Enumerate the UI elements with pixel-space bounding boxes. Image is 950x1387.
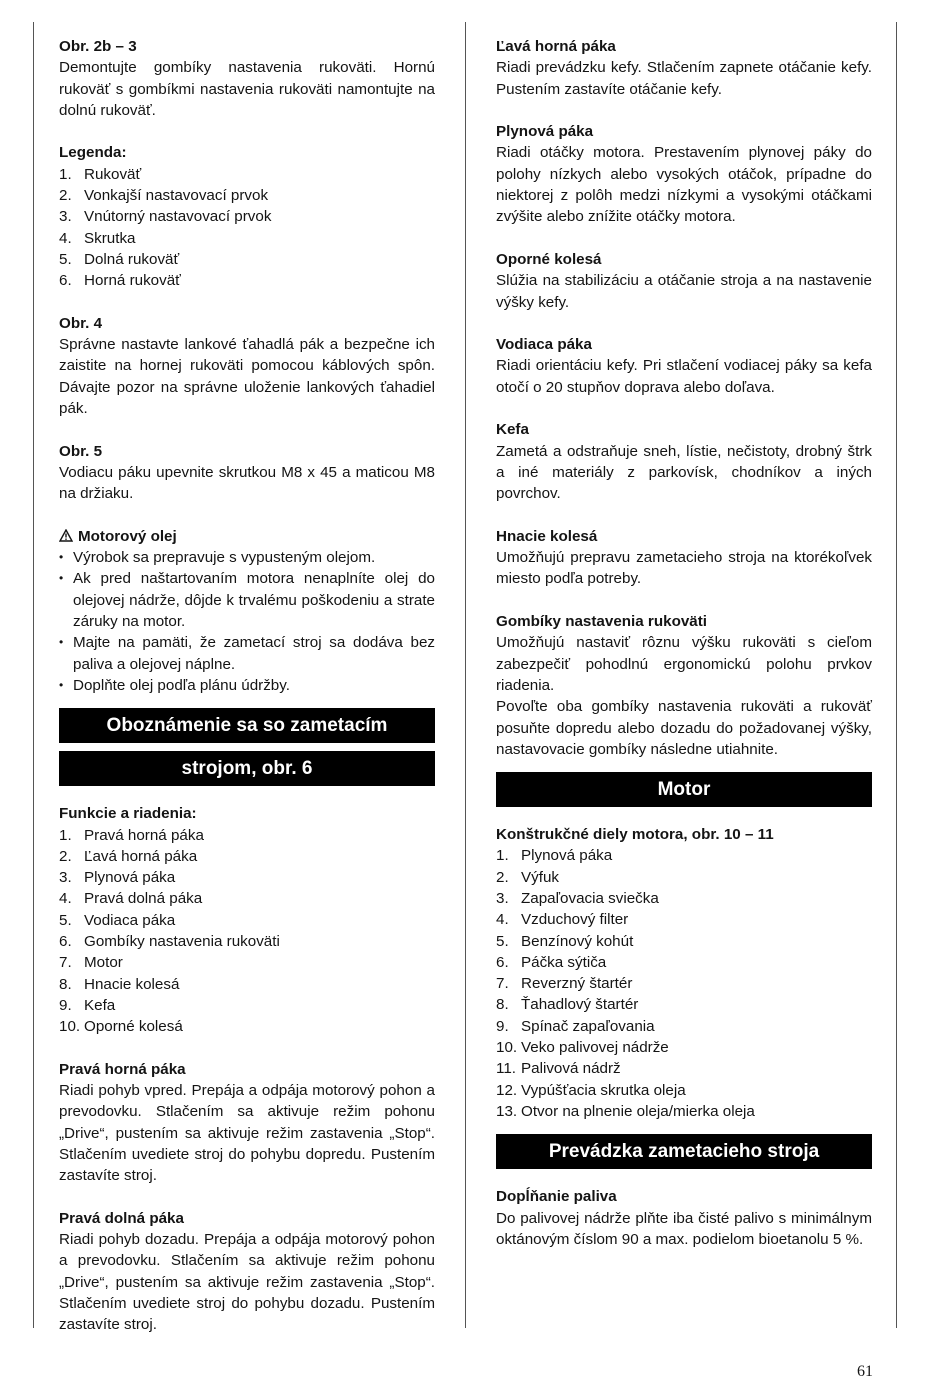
section-obr-4 — [59, 313, 435, 419]
functions-list — [59, 825, 435, 1038]
motor-oil-list — [59, 547, 435, 696]
paragraph-brush: Zametá a odstraňuje sneh, lístie, nečistoty, drobný štrk a iné materiály z parkovísk, chodníkov a iných povrchov. — [496, 442, 872, 503]
heading-functions: Funkcie a riadenia: — [59, 805, 197, 823]
list-item: 8. Hnacie kolesá — [59, 975, 180, 993]
list-item: 9. Spínač zapaľovania — [496, 1017, 655, 1035]
section-right-upper-lever — [59, 1059, 435, 1187]
list-item: 10. Oporné kolesá — [59, 1018, 183, 1036]
list-item: 11. Palivová nádrž — [496, 1060, 621, 1078]
left-column — [59, 36, 435, 1336]
paragraph-handle-knobs-2: Povoľte oba gombíky nastavenia rukoväti a rukoväť posuňte dopredu alebo dozadu do požadovanej výšky, nastavovacie gombíky následne utiahnite. — [496, 698, 872, 758]
section-guide-lever — [496, 334, 872, 398]
heading-brush: Kefa — [496, 421, 529, 439]
paragraph-right-lower-lever: Riadi pohyb dozadu. Prepája a odpája motorový pohon a prevodovku. Stlačením sa aktivuje režim pohonu „Drive“, pustením sa aktivuje režim zastavenia „Stop“. Stlačením uvediete stroj do pohybu dozadu. Pustením zastavíte stroj. — [59, 1231, 435, 1334]
heading-obr-4: Obr. 4 — [59, 314, 103, 332]
column-rule-right — [896, 22, 897, 1328]
section-bar-motor: Motor — [496, 772, 872, 807]
list-item: 8. Ťahadlový štartér — [496, 996, 639, 1014]
section-bar-familiarization-line2: strojom, obr. 6 — [59, 751, 435, 786]
list-item: 10. Veko palivovej nádrže — [496, 1039, 669, 1057]
section-right-lower-lever — [59, 1208, 435, 1336]
list-item: 2. Vonkajší nastavovací prvok — [59, 187, 269, 205]
list-item: 1. Rukoväť — [59, 165, 142, 183]
list-item: 6. Páčka sýtiča — [496, 953, 607, 971]
list-item: 3. Plynová páka — [59, 869, 176, 887]
list-item: 1. Pravá horná páka — [59, 826, 204, 844]
heading-throttle-lever: Plynová páka — [496, 123, 594, 141]
legend-list — [59, 164, 435, 292]
paragraph-right-upper-lever: Riadi pohyb vpred. Prepája a odpája motorový pohon a prevodovku. Stlačením sa aktivuje režim pohonu „Drive“, pustením sa aktivuje režim zastavenia „Stop“. Stlačením uvediete stroj do pohybu dopredu. Pustením zastavíte stroj. — [59, 1082, 435, 1185]
section-refueling — [496, 1186, 872, 1250]
paragraph-throttle-lever: Riadi otáčky motora. Prestavením plynovej páky do polohy nízkych alebo vysokých otáčok, prípadne do niektorej z polôh medzi nízkymi a vysokými otáčkami zvýšite alebo znížite otáčky motora. — [496, 144, 872, 226]
section-support-wheels — [496, 249, 872, 313]
warning-triangle-icon — [59, 529, 73, 542]
paragraph-obr-5: Vodiacu páku upevnite skrutkou M8 x 45 a maticou M8 na držiaku. — [59, 463, 435, 503]
section-legend — [59, 142, 435, 291]
section-bar-operation: Prevádzka zametacieho stroja — [496, 1134, 872, 1169]
list-item: 7. Motor — [59, 954, 123, 972]
section-functions — [59, 803, 435, 1037]
list-item: • Výrobok sa prepravuje s vypusteným olejom. — [59, 547, 435, 568]
heading-obr-2b-3: Obr. 2b – 3 — [59, 38, 137, 55]
right-column — [496, 36, 872, 1250]
section-brush — [496, 419, 872, 504]
paragraph-left-upper-lever: Riadi prevádzku kefy. Stlačením zapnete otáčanie kefy. Pustením zastavíte otáčanie kefy. — [496, 59, 872, 98]
paragraph-guide-lever: Riadi orientáciu kefy. Pri stlačení vodiacej páky sa kefa otočí o 20 stupňov doprava alebo doľava. — [496, 357, 872, 396]
list-item: 2. Ľavá horná páka — [59, 847, 198, 865]
heading-support-wheels: Oporné kolesá — [496, 250, 602, 268]
list-item: 2. Výfuk — [496, 868, 559, 886]
page-number: 61 — [857, 1363, 873, 1380]
section-left-upper-lever — [496, 36, 872, 100]
section-obr-5 — [59, 441, 435, 505]
list-item: 12. Vypúšťacia skrutka oleja — [496, 1081, 686, 1099]
list-item: 13. Otvor na plnenie oleja/mierka oleja — [496, 1102, 755, 1120]
section-throttle-lever — [496, 121, 872, 227]
list-item: 7. Reverzný štartér — [496, 975, 633, 993]
heading-guide-lever: Vodiaca páka — [496, 336, 592, 354]
section-motor-oil — [59, 526, 435, 696]
paragraph-drive-wheels: Umožňujú prepravu zametacieho stroja na ktorékoľvek miesto podľa potreby. — [496, 549, 872, 588]
heading-refueling: Dopĺňanie paliva — [496, 1188, 617, 1206]
section-engine-parts — [496, 824, 872, 1122]
paragraph-obr-4: Správne nastavte lankové ťahadlá pák a bezpečne ich zaistite na hornej rukoväti pomocou káblových spôn. Dávajte pozor na správne uloženie lankových ťahadiel pák. — [59, 336, 435, 418]
list-item: 6. Horná rukoväť — [59, 272, 181, 290]
heading-obr-5: Obr. 5 — [59, 442, 103, 460]
list-item: 1. Plynová páka — [496, 847, 613, 865]
heading-engine-parts: Konštrukčné diely motora, obr. 10 – 11 — [496, 826, 774, 844]
section-handle-knobs — [496, 611, 872, 760]
list-item: 4. Vzduchový filter — [496, 911, 629, 929]
paragraph-support-wheels: Slúžia na stabilizáciu a otáčanie stroja a na nastavenie výšky kefy. — [496, 272, 872, 311]
column-rule-left — [33, 22, 34, 1328]
list-item: 9. Kefa — [59, 996, 116, 1014]
heading-left-upper-lever: Ľavá horná páka — [496, 38, 616, 55]
list-item: • Ak pred naštartovaním motora nenaplníte olej do olejovej nádrže, dôjde k trvalému poškodeniu a strate záruky na motor. — [59, 568, 435, 632]
column-rule-center — [465, 22, 466, 1328]
heading-handle-knobs: Gombíky nastavenia rukoväti — [496, 613, 708, 631]
paragraph-obr-2b-3: Demontujte gombíky nastavenia rukoväti. Hornú rukoväť s gombíkmi nastavenia rukoväti namontujte na dolnú rukoväť. — [59, 59, 435, 119]
paragraph-refueling: Do palivovej nádrže plňte iba čisté palivo s minimálnym oktánovým číslom 90 a max. podielom bioetanolu 5 %. — [496, 1209, 872, 1248]
heading-legend: Legenda: — [59, 144, 127, 162]
section-drive-wheels — [496, 526, 872, 590]
list-item: 3. Zapaľovacia sviečka — [496, 889, 659, 907]
heading-right-upper-lever: Pravá horná páka — [59, 1060, 186, 1078]
section-bar-familiarization-line1: Oboznámenie sa so zametacím — [59, 708, 435, 743]
list-item: 4. Skrutka — [59, 229, 136, 247]
heading-motor-oil-text: Motorový olej — [78, 527, 177, 545]
paragraph-handle-knobs-1: Umožňujú nastaviť rôznu výšku rukoväti s cieľom zabezpečiť pohodlnú ergonomickú polohu prvkov riadenia. — [496, 634, 872, 694]
heading-drive-wheels: Hnacie kolesá — [496, 527, 598, 545]
list-item: 5. Dolná rukoväť — [59, 250, 180, 268]
list-item: 5. Vodiaca páka — [59, 911, 176, 929]
list-item: • Majte na pamäti, že zametací stroj sa dodáva bez paliva a olejovej náplne. — [59, 632, 435, 675]
list-item: 5. Benzínový kohút — [496, 932, 634, 950]
list-item: 3. Vnútorný nastavovací prvok — [59, 208, 272, 226]
heading-right-lower-lever: Pravá dolná páka — [59, 1209, 184, 1227]
section-obr-2b-3 — [59, 36, 435, 121]
list-item: 4. Pravá dolná páka — [59, 890, 203, 908]
heading-motor-oil — [59, 526, 435, 547]
list-item: • Doplňte olej podľa plánu údržby. — [59, 675, 435, 696]
engine-parts-list — [496, 845, 872, 1122]
list-item: 6. Gombíky nastavenia rukoväti — [59, 932, 280, 950]
